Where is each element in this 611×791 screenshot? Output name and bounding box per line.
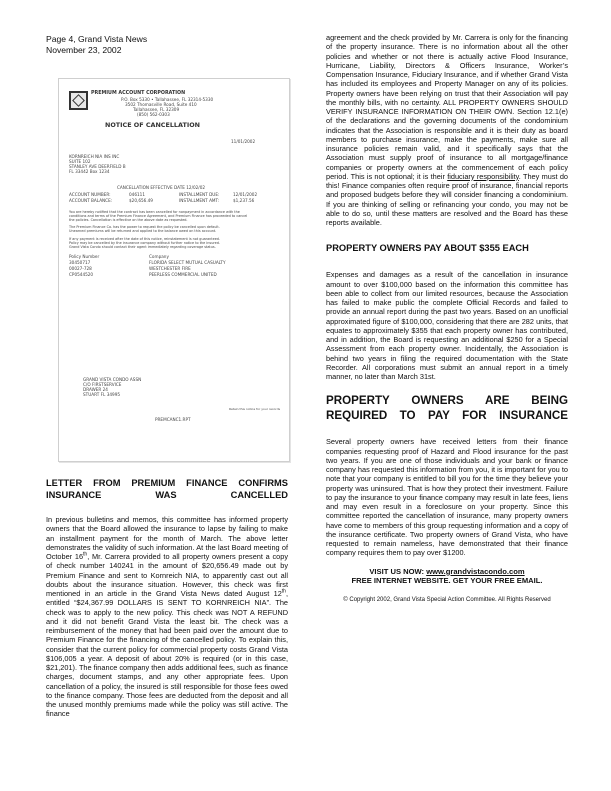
letter-para-1b: conditions and terms of the Premium Finance Agreement, and Premium Finance has proceeded to cancel: [69, 214, 248, 218]
letter-para-3b: Policy may be cancelled by the insurance company without further notice to the insured.: [69, 241, 220, 245]
inst-amt: $1,237.56: [233, 198, 255, 203]
acct-bal-label: ACCOUNT BALANCE:: [69, 198, 113, 203]
letter-para-2: The Premium Finance Co. has the power to request the policy be cancelled upon default.: [69, 225, 220, 229]
page-header: [46, 34, 147, 56]
mail-addr-1: GRAND VISTA CONDO ASSN: [83, 377, 142, 382]
cancellation-letter-scan: [58, 78, 290, 462]
free-website-line: FREE INTERNET WEBSITE. GET YOUR FREE EMAIL.: [351, 576, 543, 585]
company-logo-icon: [69, 91, 88, 110]
letter-insured-3: STANLEY AVE DEERFIELD B: [69, 164, 126, 169]
copyright-notice: © Copyright 2002, Grand Vista Special Action Committee. All Rights Reserved: [343, 596, 551, 603]
letter-insured-1: KORNREICH NIA INS INC: [69, 154, 120, 159]
policy-company-2: WESTCHESTER FIRE: [149, 266, 191, 271]
article-paragraph-355: Expenses and damages as a result of the cancellation in insurance amount to over $100,000 based on the information this committee has been able to collect from our limited resources, because the Association has failed to make public the complete Official Records and failed to provide an annual report during the past two years. Based on an unofficial approximated figure of $100,000, considering that there are 282 units, that equates to approximately $355 that each property owner has contributed, and in addition, the Board is requesting an additional $250 for a Special Assessment from each property owner. Incidentally, the Association is behind two years in filing the required documentation with the State Recorder. All corporations must submit an annual report in a timely manner, no later than March 31st.: [326, 270, 568, 381]
mail-addr-4: STUART FL 34995: [83, 392, 121, 397]
letter-date: 11/01/2002: [231, 139, 256, 144]
policy-company-3: PEERLESS COMMERCIAL UNITED: [149, 272, 217, 277]
article-paragraph-continued: agreement and the check provided by Mr. Carrera is only for the financing of the property insurance. There is no information about all the other policies and whether or not there is actually active Flood Insurance, Hurricane, Liability, Directors & Officers Insurance, Worker’s Compensation Insurance, Fiduciary Insurance, and if whether Grand Vista has included its employees and Property Manager on any of its policies. Property owners have been relying on trust that their Association will pay the monthly bills, with no certainty. ALL PROPERTY OWNERS SHOULD VERIFY INSURANCE INFORMATION ON THEIR OWN. Section 12.1(e) of the declarations and the governing documents of the condominium indicates that the Association is responsible and it is their duty as board members to purchase insurance, make the payments, make sure all insurance policies remain valid, and it specifically says that the Association must supply proof of insurance to all mortgage/finance companies or property owners at the commencement of each policy period. This is not optional; it is their fiduciary responsibility. They must do this! Finance companies often require proof of insurance, financial reports and proposed budgets before they will consider financing a condominium. If you are thinking of selling or refinancing your condo, you may not be able to do so, until these matters are resolved and the Board has these reports available.: [326, 33, 569, 227]
inst-due-label: INSTALLMENT DUE:: [179, 192, 220, 197]
article-heading-premium-finance: LETTER FROM PREMIUM FINANCE CONFIRMS INSURANCE WAS CANCELLED: [46, 478, 288, 500]
article-paragraph-premium-finance: In previous bulletins and memos, this committee has informed property owners that the Board allowed the insurance to lapse by failing to make an installment payment for the month of March. The above letter demonstrates the validity of such information. At the last Board meeting of October 16th, Mr. Carrera provided to all property owners present a copy of check number 140241 in the amount of $20,656.49 made out by Premium Finance and sent to Kornreich NIA, to apparently cast out all doubts about the insurance situation. However, this check was first mentioned in an article in the Grand Vista News dated August 12th, entitled “$24,367.99 DOLLARS IS SENT TO KORNREICH NIA”. The check was to apply to the new policy. This check was NOT A REFUND and it did not benefit Grand Vista the least bit. The check was a reimbursement of the money that had been paid over the amount due to Premium Finance for the financing of the cancelled policy. To explain this, consider that the current policy for commercial property costs Grand Vista $106,005 a year. A deposit of about 20% is required (or in this case, $21,201). The finance company then adds additional fees, such as finance charges, document stamps, and any other appropriate fees. Upon cancellation of a policy, the insured is still responsible for those fees owed to the finance company. Those fees are deducted from the deposit and all the unused monthly premiums made while the policy was still active. The finance: [46, 515, 288, 719]
page-number: Page 4, Grand Vista News: [46, 34, 148, 44]
acct-no-label: ACCOUNT NUMBER:: [69, 192, 111, 197]
article-heading-required-to-pay: PROPERTY OWNERS ARE BEING REQUIRED TO PAY FOR INSURANCE: [326, 394, 568, 423]
letter-tiny-note: Retain this notice for your records: [229, 407, 281, 411]
policy-number-1: 30450717: [69, 260, 91, 265]
visit-us-block: [326, 567, 568, 586]
article-paragraph-required-to-pay: Several property owners have received letters from their finance companies requesting proof of Hazard and Flood insurance for the past two years. If you are one of those individuals and your bank or finance company has requested this information from you, it is important for you to note that your company is entitled to bill you for the time they believe your property was uninsured. That is how they protect their investment. Failure to pay the insurance to your finance company may result in late fees, liens and may even result in a foreclosure on your property. Since this committee reported the cancellation of insurance, many property owners have come to members of this group requesting information and a copy of the insurance certificate. Two property owners of Grand Vista, who have requested to remain nameless, have demonstrated that their finance company requires them to pay over $1200.: [326, 437, 568, 558]
letter-para-3c: Grand Vista Condo should contact their agent immediately regarding coverage status.: [69, 245, 216, 249]
policy-header-2: Company: [149, 254, 169, 259]
letter-company: PREMIUM ACCOUNT CORPORATION: [91, 91, 186, 96]
letter-para-1c: the policies. Cancellation is effective on the above date as requested.: [69, 218, 188, 222]
right-column: [326, 33, 568, 605]
letter-insured-2: SUITE 102: [69, 159, 91, 164]
acct-no: 046111: [129, 192, 145, 197]
policy-number-3: CP0544520: [69, 272, 94, 277]
mail-addr-3: DRAWER 24: [83, 387, 108, 392]
left-column: [46, 477, 288, 728]
letter-addr3: Tallahassee, FL 32309: [133, 107, 180, 112]
letter-phone: (850) 562-0303: [137, 112, 170, 117]
inst-amt-label: INSTALLMENT AMT:: [179, 198, 220, 203]
letter-addr1: P.O. Box 5330 • Tallahassee, FL 32314-5330: [121, 97, 214, 102]
acct-bal: $20,656.49: [129, 198, 153, 203]
website-link[interactable]: www.grandvistacondo.com: [426, 566, 525, 576]
article-heading-355: PROPERTY OWNERS PAY ABOUT $355 EACH: [326, 243, 529, 254]
mail-addr-2: C/O FIRSTSERVICE: [83, 382, 122, 387]
issue-date: November 23, 2002: [46, 45, 122, 55]
letter-para-2b: Unearned premiums will be returned and applied to the balance owed on this account.: [69, 229, 217, 233]
fiduciary-responsibility-text: fiduciary responsibility: [447, 171, 519, 181]
policy-number-2: 00027-728: [69, 266, 92, 271]
letter-cancel-line: CANCELLATION EFFECTIVE DATE 12/02/02: [117, 185, 206, 190]
inst-due: 12/01/2002: [233, 192, 258, 197]
letter-title: NOTICE OF CANCELLATION: [105, 121, 200, 129]
letter-addr2: 3502 Thomasville Road, Suite 410: [125, 102, 197, 107]
policy-header-1: Policy Number: [69, 254, 100, 259]
visit-label: VISIT US NOW:: [369, 566, 427, 576]
letter-insured-4: FL 33442 Box 1234: [69, 169, 110, 174]
letter-para-3: If any payment is received after the date of this notice, reinstatement is not guaranteed.: [69, 237, 221, 241]
letter-footer-code: PREMCANC1.RPT: [155, 417, 191, 422]
letter-para-1: You are hereby notified that the contract has been cancelled for nonpayment in accordance with the: [69, 210, 240, 214]
policy-company-1: FLORIDA SELECT MUTUAL CASUALTY: [149, 260, 226, 265]
